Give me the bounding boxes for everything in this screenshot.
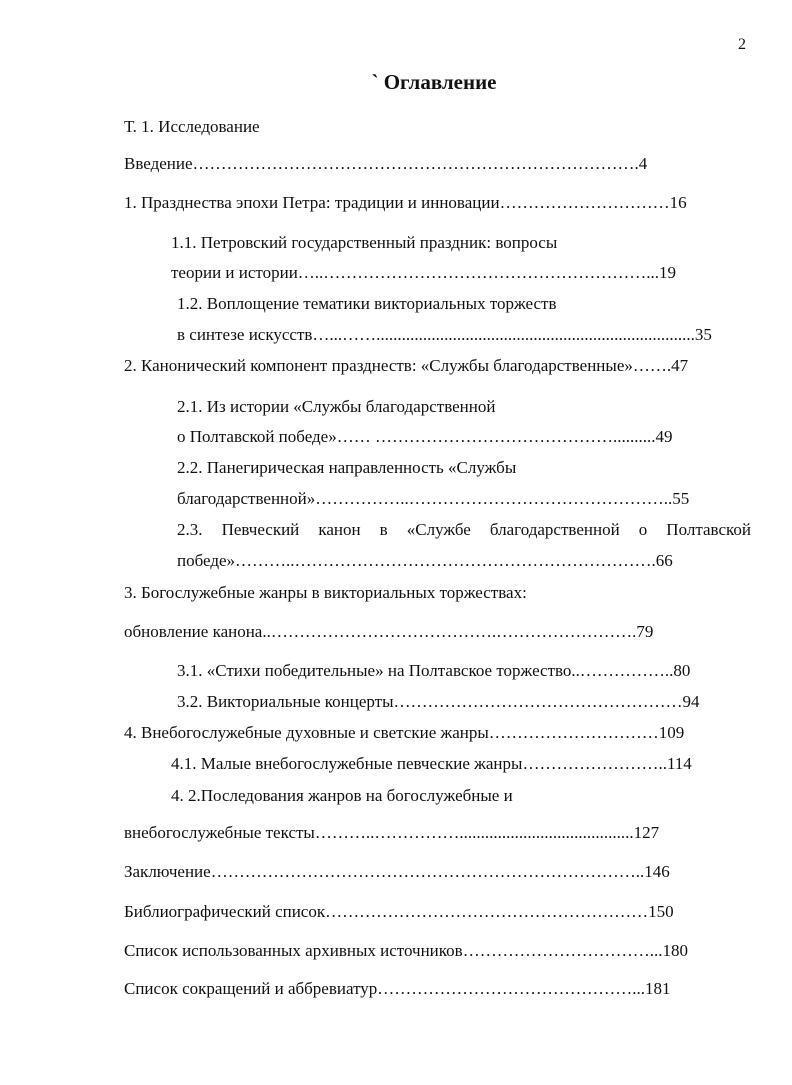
toc-line: 4. Внебогослужебные духовные и светские жанры…………………………109 — [124, 723, 685, 742]
word: о — [638, 520, 648, 539]
toc-line: Список сокращений и аббревиатур………………………………………...181 — [124, 979, 671, 998]
toc-line: благодарственной»……………..………………………………………..55 — [177, 489, 690, 508]
toc-line: Т. 1. Исследование — [124, 117, 260, 136]
word: «Службе — [406, 520, 471, 539]
word: 2.3. — [177, 520, 203, 539]
toc-line: Библиографический список…………………………………………………150 — [124, 902, 674, 921]
word: Полтавской — [666, 520, 751, 539]
toc-line: о Полтавской победе»…… ……………………………………..........49 — [177, 427, 673, 446]
toc-line: 3. Богослужебные жанры в викториальных торжествах: — [124, 583, 527, 602]
toc-line: Заключение…………………………………………………………………..146 — [124, 862, 670, 881]
toc-line: 2. Канонический компонент празднеств: «Службы благодарственные»…….47 — [124, 356, 689, 375]
toc-line: 4. 2.Последования жанров на богослужебные и — [171, 786, 513, 805]
toc-line: 1.2. Воплощение тематики викториальных торжеств — [177, 294, 557, 313]
toc-line: внебогослужебные тексты………..…………….........................................127 — [124, 823, 660, 842]
toc-line-justified — [177, 519, 751, 541]
toc-line: 3.1. «Стихи победительные» на Полтавское торжество..……………..80 — [177, 661, 691, 680]
toc-line: 1. Празднества эпохи Петра: традиции и инновации…………………………16 — [124, 193, 687, 212]
toc-line: 3.2. Викториальные концерты……………………………………………94 — [177, 692, 700, 711]
word: в — [379, 520, 388, 539]
toc-line: Введение…………………………………………………………………….4 — [124, 154, 648, 173]
toc-line: 2.2. Панегирическая направленность «Службы — [177, 458, 517, 477]
toc-line: теории и истории…..…………………………………………………...19 — [171, 263, 677, 282]
page-number: 2 — [738, 36, 746, 53]
toc-line: в синтезе искусств…...……...........................................................................35 — [177, 325, 712, 344]
toc-line: 1.1. Петровский государственный праздник: вопросы — [171, 233, 558, 252]
toc-line: Список использованных архивных источников……………………………...180 — [124, 941, 688, 960]
toc-line: 4.1. Малые внебогослужебные певческие жанры……………………..114 — [171, 754, 692, 773]
toc-line: 2.1. Из истории «Службы благодарственной — [177, 397, 496, 416]
word: благодарственной — [489, 520, 620, 539]
page-title: ` Оглавление — [371, 70, 497, 94]
word: Певческий — [221, 520, 300, 539]
word: канон — [318, 520, 361, 539]
toc-line: победе»………..……………………………………………………….66 — [177, 551, 673, 570]
toc-line: обновление канона..………………………………….…………………….79 — [124, 622, 654, 641]
